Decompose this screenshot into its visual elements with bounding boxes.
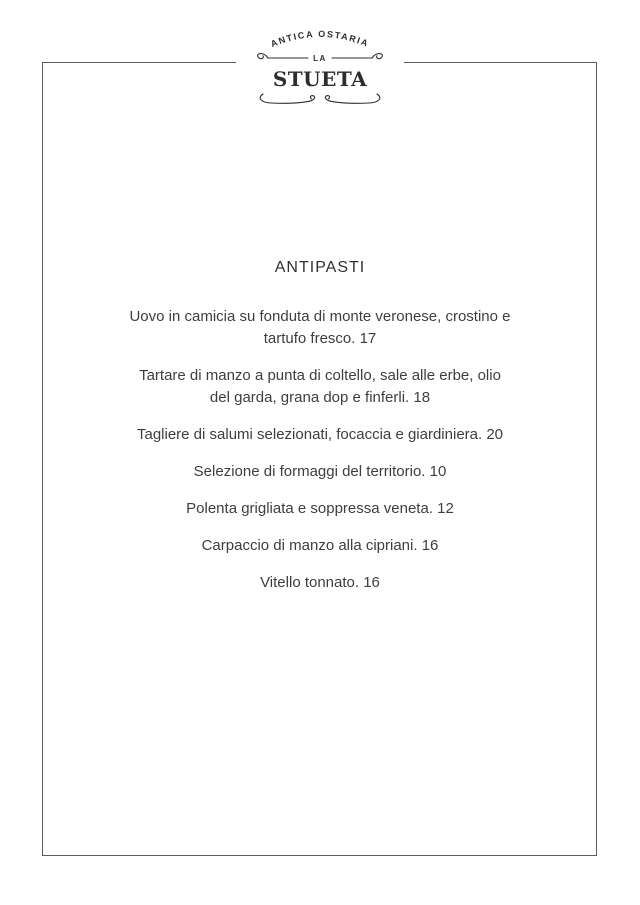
menu-item (90, 461, 550, 483)
bottom-flourish-right (325, 94, 379, 103)
logo-graphic (250, 16, 390, 112)
menu-item (90, 424, 550, 446)
menu-item-text: Uovo in camicia su fonduta di monte veronese, crostino e (129, 308, 511, 325)
menu-items (0, 306, 640, 594)
menu-item (90, 306, 550, 350)
menu-item-text-with-price: tartufo fresco. 17 (263, 330, 377, 347)
menu-item (90, 498, 550, 520)
menu-item-text-with-price: del garda, grana dop e finferli. 18 (209, 389, 431, 406)
menu-item-text-with-price: Selezione di formaggi del territorio. 10 (193, 463, 447, 480)
restaurant-logo (236, 16, 404, 112)
menu-item-text-with-price: Vitello tonnato. 16 (260, 574, 380, 591)
brand-middle-text: LA (313, 54, 327, 63)
menu-item-text-with-price: Polenta grigliata e soppressa veneta. 12 (186, 500, 454, 517)
menu-content (0, 257, 640, 609)
menu-item-text: Tartare di manzo a punta di coltello, sale alle erbe, olio (139, 367, 501, 384)
menu-item (90, 365, 550, 409)
menu-item (90, 535, 550, 557)
brand-top-text: ANTICA OSTARIA (269, 28, 371, 49)
left-curl-ornament (258, 54, 268, 59)
menu-item-text-with-price: Carpaccio di manzo alla cipriani. 16 (201, 537, 439, 554)
right-curl-ornament (372, 54, 382, 59)
menu-item (90, 572, 550, 594)
menu-item-text-with-price: Tagliere di salumi selezionati, focaccia e giardiniera. 20 (136, 426, 504, 443)
bottom-flourish-left (260, 94, 314, 103)
brand-name-text: STUETA (272, 67, 368, 91)
section-title: ANTIPASTI (274, 259, 366, 276)
